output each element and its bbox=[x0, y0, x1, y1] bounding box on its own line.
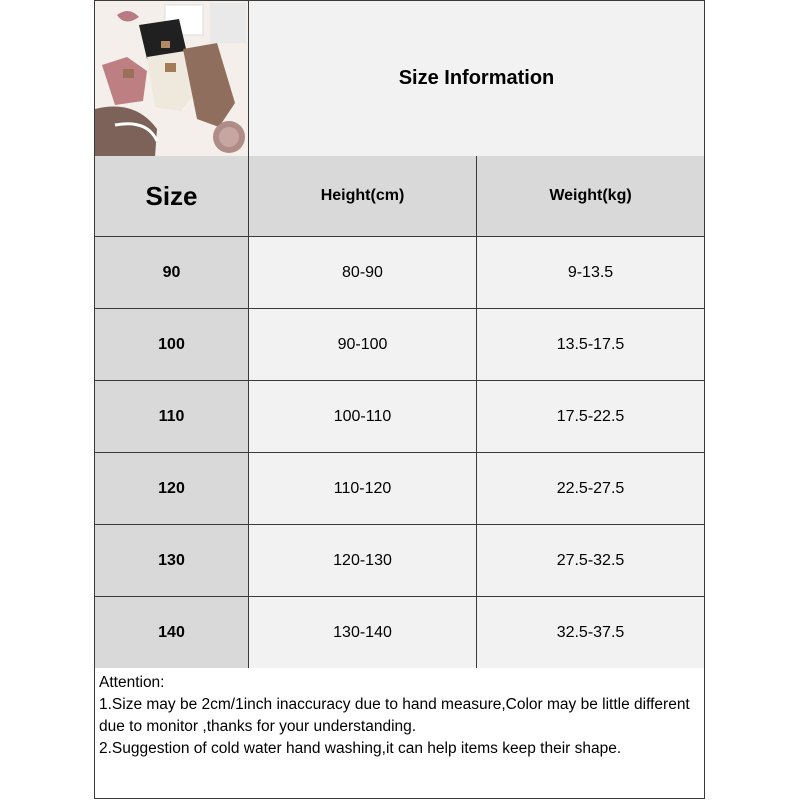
weight-cell: 22.5-27.5 bbox=[477, 453, 705, 525]
table-header-row bbox=[94, 156, 705, 237]
product-photo-image bbox=[95, 1, 249, 157]
height-cell: 120-130 bbox=[249, 525, 477, 597]
size-cell: 90 bbox=[94, 237, 249, 309]
table-row bbox=[94, 597, 705, 669]
weight-column-header bbox=[477, 156, 705, 237]
height-header-label: Height(cm) bbox=[320, 187, 405, 204]
weight-cell: 17.5-22.5 bbox=[477, 381, 705, 453]
table-row bbox=[94, 237, 705, 309]
header-band bbox=[94, 0, 705, 157]
product-photo bbox=[94, 1, 249, 157]
attention-notes bbox=[94, 668, 705, 799]
weight-cell: 9-13.5 bbox=[477, 237, 705, 309]
attention-note-2: 2.Suggestion of cold water hand washing,it can help items keep their shape. bbox=[99, 740, 622, 757]
table-row bbox=[94, 453, 705, 525]
attention-heading: Attention: bbox=[99, 674, 165, 691]
attention-note-1: 1.Size may be 2cm/1inch inaccuracy due to hand measure,Color may be little different due to monitor ,thanks for your understanding. bbox=[99, 696, 690, 735]
height-cell: 100-110 bbox=[249, 381, 477, 453]
title-cell bbox=[249, 1, 705, 157]
size-chart bbox=[94, 0, 705, 799]
height-cell: 80-90 bbox=[249, 237, 477, 309]
weight-cell: 32.5-37.5 bbox=[477, 597, 705, 669]
table-row bbox=[94, 381, 705, 453]
table-row bbox=[94, 525, 705, 597]
table-row bbox=[94, 309, 705, 381]
size-cell: 140 bbox=[94, 597, 249, 669]
size-cell: 110 bbox=[94, 381, 249, 453]
page-title: Size Information bbox=[398, 67, 555, 89]
size-cell: 130 bbox=[94, 525, 249, 597]
height-cell: 130-140 bbox=[249, 597, 477, 669]
size-header-label: Size bbox=[145, 180, 198, 211]
weight-cell: 13.5-17.5 bbox=[477, 309, 705, 381]
weight-cell: 27.5-32.5 bbox=[477, 525, 705, 597]
height-cell: 110-120 bbox=[249, 453, 477, 525]
size-cell: 100 bbox=[94, 309, 249, 381]
size-cell: 120 bbox=[94, 453, 249, 525]
height-cell: 90-100 bbox=[249, 309, 477, 381]
height-column-header bbox=[249, 156, 477, 237]
weight-header-label: Weight(kg) bbox=[549, 187, 632, 204]
size-column-header bbox=[94, 156, 249, 237]
